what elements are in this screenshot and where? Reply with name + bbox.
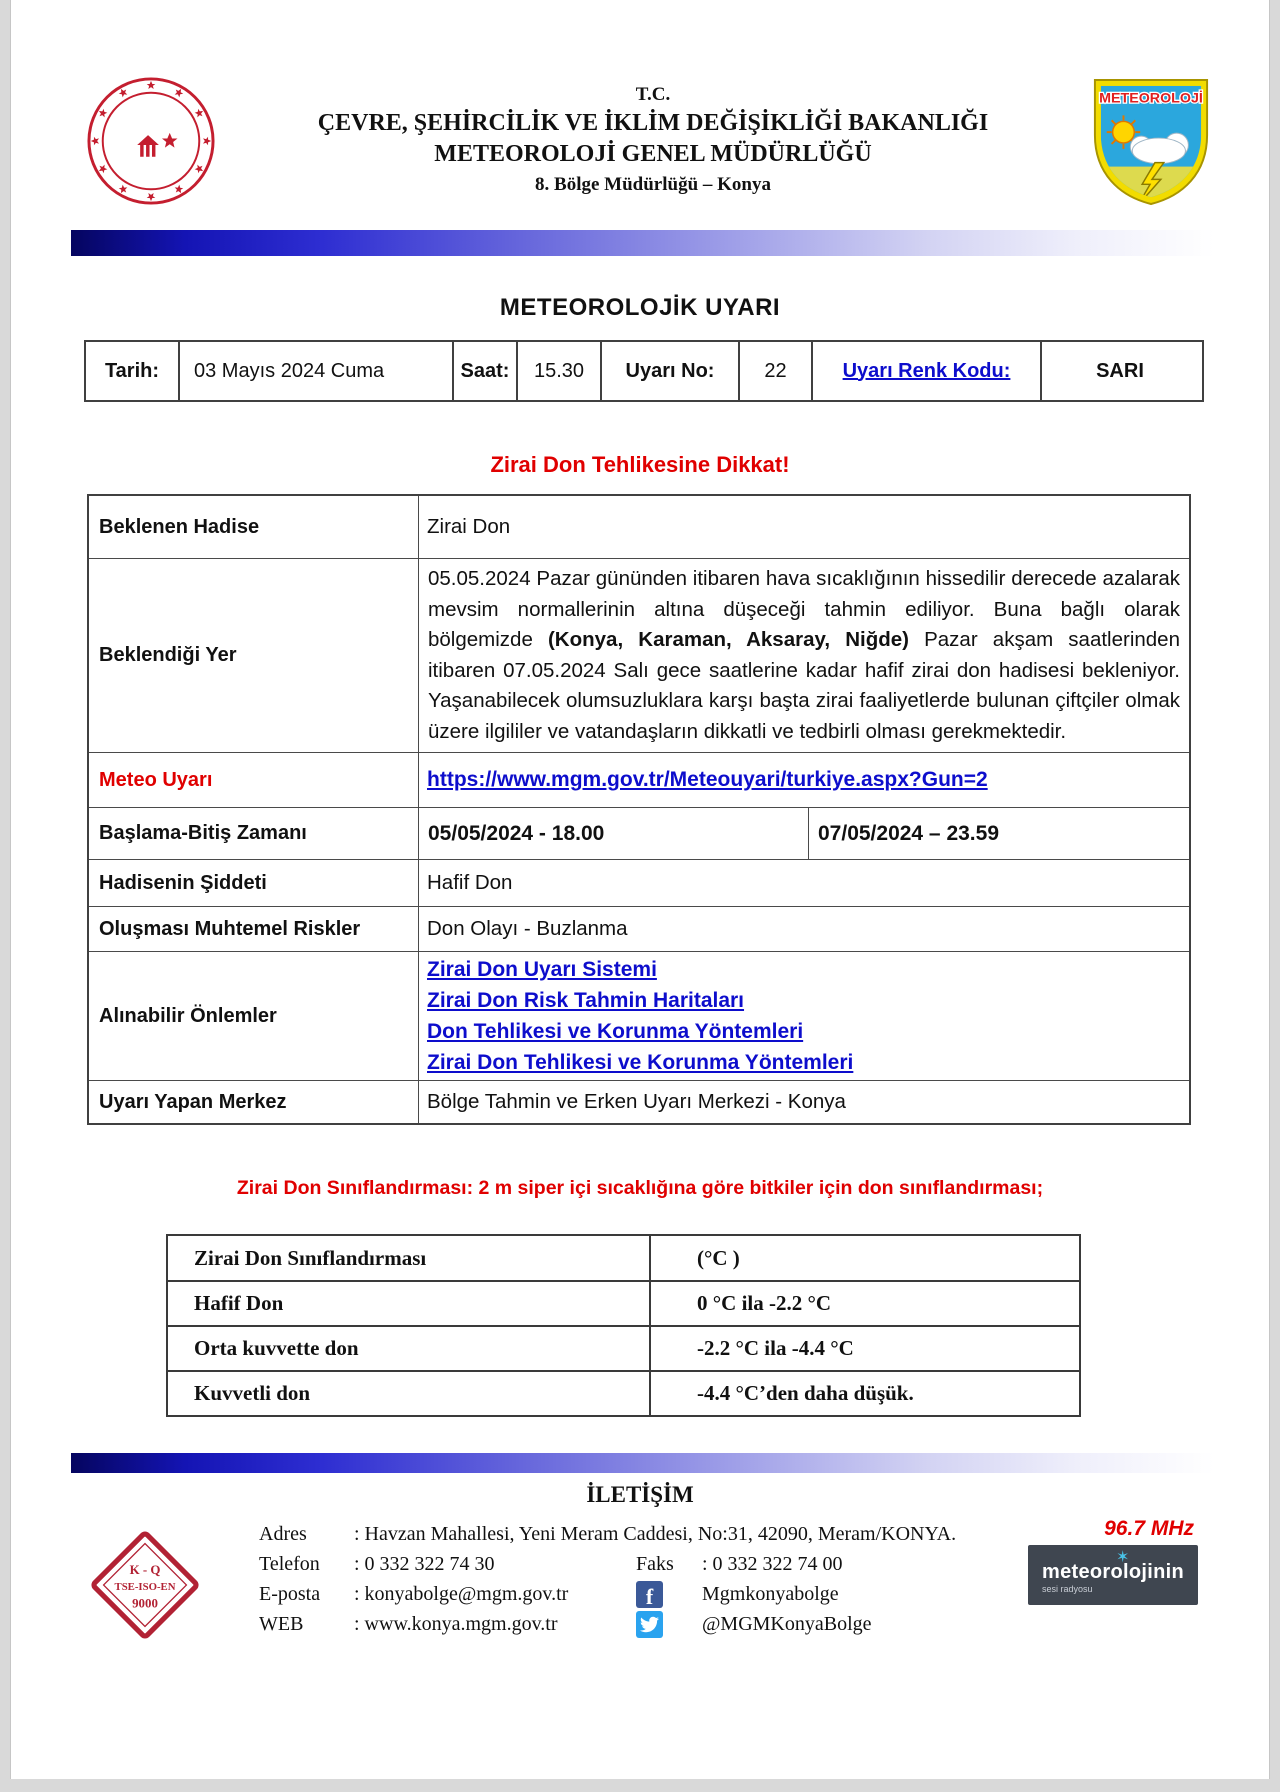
severity-value: Hafif Don	[427, 871, 513, 894]
location-provinces-bold: (Konya, Karaman, Aksaray, Niğde)	[547, 628, 909, 651]
facebook-handle: Mgmkonyabolge	[702, 1582, 839, 1605]
expected-location-label: Beklendiği Yer	[89, 559, 419, 752]
twitter-icon-cell	[636, 1611, 702, 1638]
classification-row-strong-frost	[168, 1370, 1079, 1415]
issuing-center-value: Bölge Tahmin ve Erken Uyarı Merkezi - Konya	[427, 1090, 846, 1113]
medium-frost-name: Orta kuvvette don	[168, 1327, 651, 1370]
top-gradient-bar	[71, 230, 1214, 256]
expected-event-value: Zirai Don	[427, 515, 511, 538]
precaution-link-agricultural-frost-protection[interactable]: Zirai Don Tehlikesi ve Korunma Yöntemleri	[427, 1051, 854, 1074]
document-page	[10, 0, 1270, 1779]
time-label: Saat:	[452, 342, 516, 400]
radio-logo	[1028, 1545, 1198, 1605]
contact-heading: İLETİŞİM	[586, 1482, 694, 1507]
contact-section	[11, 1519, 1269, 1649]
radio-logo-block	[1028, 1517, 1198, 1605]
light-frost-range: 0 °C ila -2.2 °C	[697, 1291, 832, 1315]
frost-classification-table	[166, 1234, 1081, 1417]
header-directorate-name: METEOROLOJİ GENEL MÜDÜRLÜĞÜ	[434, 141, 872, 167]
expected-location-text	[419, 559, 1189, 752]
header-tc: T.C.	[635, 84, 671, 105]
radio-name: meteorolojinin	[1042, 1561, 1184, 1583]
email-value: : konyabolge@mgm.gov.tr	[354, 1582, 569, 1605]
date-label: Tarih:	[104, 359, 160, 382]
table-row-start-end-time	[89, 807, 1189, 859]
table-row-meteo-warning	[89, 752, 1189, 807]
classification-col2-header: (°C )	[697, 1245, 740, 1270]
meteo-warning-url-link[interactable]: https://www.mgm.gov.tr/Meteouyari/turkiye.aspx?Gun=2	[427, 768, 988, 791]
radio-star-icon: ✶	[1116, 1549, 1130, 1566]
tse-line2: TSE-ISO-EN	[114, 1581, 176, 1594]
document-header	[11, 0, 1269, 208]
end-time-value: 07/05/2024 – 23.59	[808, 808, 1189, 859]
radio-subtitle: sesi radyosu	[1042, 1584, 1093, 1594]
table-row-possible-risks	[89, 906, 1189, 951]
classification-header-row	[168, 1236, 1079, 1280]
strong-frost-name: Kuvvetli don	[168, 1372, 651, 1415]
classification-heading: Zirai Don Sınıflandırması: 2 m siper içi sıcaklığına göre bitkiler için don sınıflandırması;	[236, 1177, 1044, 1199]
tse-line3: 9000	[132, 1595, 158, 1611]
radio-frequency: 96.7 MHz	[1104, 1517, 1194, 1540]
classification-row-light-frost	[168, 1280, 1079, 1325]
phone-value: : 0 332 322 74 30	[354, 1552, 495, 1575]
color-code-value: SARI	[1040, 342, 1198, 400]
table-row-severity	[89, 859, 1189, 906]
location-text-part2: Pazar akşam saatlerinden itibaren 07.05.2024 Salı gece saatlerine kadar hafif zirai don hadisesi bekleniyor. Yaşanabilecek olumsuzluklara karşı başta zirai faaliyetlerde bulunan çiftçiler olmak üzere ilgililer ve vatandaşların dikkatli ve tedbirli olması gerekmektedir.	[428, 628, 1180, 743]
precautions-label: Alınabilir Önlemler	[89, 952, 419, 1080]
alert-heading: Zirai Don Tehlikesine Dikkat!	[490, 452, 790, 477]
shield-text: METEOROLOJİ	[1099, 90, 1203, 107]
precaution-link-risk-maps[interactable]: Zirai Don Risk Tahmin Haritaları	[427, 989, 745, 1012]
fax-label: Faks	[636, 1552, 674, 1575]
table-row-expected-event	[89, 496, 1189, 558]
contact-row-email-facebook	[259, 1579, 959, 1609]
warning-info-table	[84, 340, 1204, 402]
contact-row-phone-fax	[259, 1549, 959, 1579]
contact-grid	[259, 1519, 959, 1639]
strong-frost-range: -4.4 °C’den daha düşük.	[697, 1381, 914, 1405]
contact-gradient-bar	[71, 1453, 1214, 1473]
header-text-block	[216, 76, 1090, 200]
contact-row-web-twitter	[259, 1609, 959, 1639]
table-row-precautions	[89, 951, 1189, 1080]
warning-detail-table	[87, 494, 1191, 1125]
email-label: E-posta	[259, 1582, 321, 1605]
time-value: 15.30	[516, 342, 600, 400]
precaution-link-frost-protection[interactable]: Don Tehlikesi ve Korunma Yöntemleri	[427, 1020, 804, 1043]
precaution-link-frost-warning-system[interactable]: Zirai Don Uyarı Sistemi	[427, 958, 657, 981]
address-label: Adres	[259, 1522, 307, 1545]
facebook-icon-cell	[636, 1581, 702, 1608]
location-text-part1: 05.05.2024 Pazar gününden itibaren hava sıcaklığının hissedilir derecede azalarak mevsim normallerinin altına düşeceği tahmin ediliyor. Buna bağlı olarak bölgemizde	[428, 567, 1180, 651]
header-region-name: 8. Bölge Müdürlüğü – Konya	[535, 174, 771, 195]
date-value: 03 Mayıs 2024 Cuma	[178, 342, 452, 400]
header-ministry-name: ÇEVRE, ŞEHİRCİLİK VE İKLİM DEĞİŞİKLİĞİ BAKANLIĞI	[317, 110, 989, 136]
possible-risks-label: Oluşması Muhtemel Riskler	[89, 907, 419, 951]
web-label: WEB	[259, 1612, 304, 1635]
meteo-warning-link-cell	[419, 753, 1189, 807]
severity-label: Hadisenin Şiddeti	[89, 860, 419, 906]
meteoroloji-shield-icon	[1090, 76, 1212, 208]
start-end-label: Başlama-Bitiş Zamanı	[89, 808, 419, 859]
light-frost-name: Hafif Don	[168, 1282, 651, 1325]
medium-frost-range: -2.2 °C ila -4.4 °C	[697, 1336, 854, 1360]
expected-event-label: Beklenen Hadise	[89, 496, 419, 558]
issuing-center-label: Uyarı Yapan Merkez	[89, 1081, 419, 1123]
phone-label: Telefon	[259, 1552, 320, 1575]
tse-line1: K - Q	[129, 1561, 161, 1577]
contact-row-address	[259, 1519, 959, 1549]
color-code-link-cell	[811, 342, 1040, 400]
ministry-emblem-icon	[86, 76, 216, 206]
meteo-warning-label: Meteo Uyarı	[89, 753, 419, 807]
precautions-links	[419, 952, 1189, 1080]
classification-col1-header: Zirai Don Sınıflandırması	[168, 1236, 651, 1280]
page-title: METEOROLOJİK UYARI	[499, 294, 781, 321]
table-row-expected-location	[89, 558, 1189, 752]
warning-no-value: 22	[738, 342, 811, 400]
facebook-icon: f	[636, 1581, 663, 1608]
twitter-handle: @MGMKonyaBolge	[702, 1612, 872, 1635]
tse-iso-9000-icon	[89, 1529, 201, 1641]
start-time-value: 05/05/2024 - 18.00	[428, 821, 605, 845]
warning-no-label: Uyarı No:	[600, 342, 738, 400]
address-value: : Havzan Mahallesi, Yeni Meram Caddesi, No:31, 42090, Meram/KONYA.	[354, 1522, 957, 1545]
possible-risks-value: Don Olayı - Buzlanma	[427, 917, 628, 940]
web-value: : www.konya.mgm.gov.tr	[354, 1612, 558, 1635]
fax-value: : 0 332 322 74 00	[702, 1552, 843, 1575]
classification-row-medium-frost	[168, 1325, 1079, 1370]
twitter-icon	[636, 1611, 663, 1638]
table-row-issuing-center	[89, 1080, 1189, 1123]
color-code-link[interactable]: Uyarı Renk Kodu:	[842, 359, 1011, 382]
